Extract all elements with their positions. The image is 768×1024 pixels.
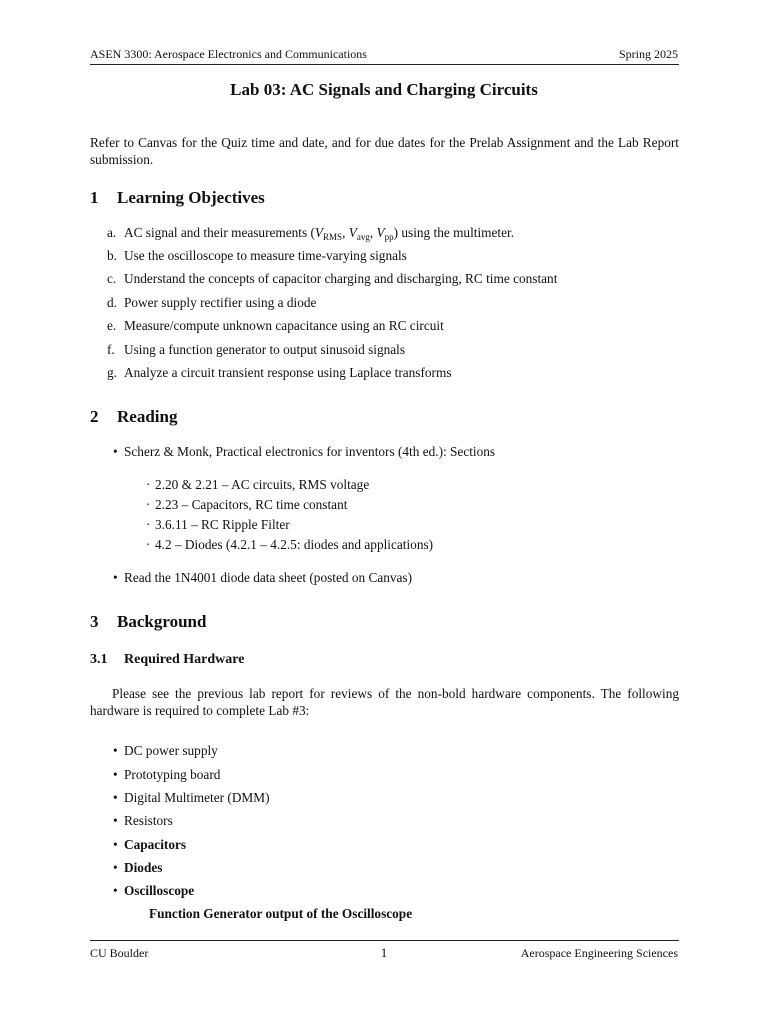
objective-marker: g. — [107, 365, 117, 380]
bullet-icon: • — [113, 767, 118, 782]
bullet-icon: • — [113, 570, 118, 585]
objective-item: Power supply rectifier using a diode — [124, 295, 317, 310]
objective-item — [124, 224, 514, 246]
voltage-subscript: RMS — [323, 232, 343, 242]
objective-marker: e. — [107, 318, 117, 333]
hardware-item-bold: Oscilloscope — [124, 883, 195, 898]
bullet-icon: • — [113, 444, 118, 459]
hardware-item: Digital Multimeter (DMM) — [124, 790, 270, 805]
bullet-icon: • — [113, 860, 118, 875]
objective-item: Use the oscilloscope to measure time-varying signals — [124, 248, 407, 263]
reading-item: Read the 1N4001 diode data sheet (posted on Canvas) — [124, 570, 413, 585]
hardware-item: DC power supply — [124, 743, 218, 758]
header-rule — [90, 64, 679, 65]
header-term: Spring 2025 — [618, 47, 678, 61]
subbullet-icon: · — [146, 537, 151, 552]
page-title: Lab 03: AC Signals and Charging Circuits — [230, 80, 538, 99]
footer-right: Aerospace Engineering Sciences — [520, 946, 678, 960]
bullet-icon: • — [113, 790, 118, 805]
subbullet-icon: · — [146, 517, 151, 532]
header-course: ASEN 3300: Aerospace Electronics and Communications — [90, 47, 367, 61]
voltage-subscript: avg — [356, 232, 370, 242]
hardware-item: Prototyping board — [124, 767, 221, 782]
reading-subitem: 2.23 – Capacitors, RC time constant — [155, 497, 348, 512]
hardware-item-bold: Capacitors — [124, 837, 187, 852]
objective-item: Analyze a circuit transient response using Laplace transforms — [124, 365, 452, 380]
footer-left: CU Boulder — [90, 946, 149, 960]
page-number: 1 — [380, 945, 388, 960]
objective-marker: d. — [107, 295, 117, 310]
bullet-icon: • — [113, 813, 118, 828]
voltage-symbol: V — [348, 225, 357, 240]
objective-marker: a. — [107, 225, 117, 240]
intro-paragraph: Refer to Canvas for the Quiz time and date, and for due dates for the Prelab Assignment and the Lab Report submission. — [90, 135, 679, 167]
subbullet-icon: · — [146, 477, 151, 492]
objective-text-part: ) using the multimeter. — [393, 225, 515, 240]
bullet-icon: • — [113, 883, 118, 898]
section-title-background: Background — [117, 612, 207, 631]
reading-subitem: 4.2 – Diodes (4.2.1 – 4.2.5: diodes and applications) — [155, 537, 434, 552]
section-title-reading: Reading — [117, 407, 178, 426]
reading-item: Scherz & Monk, Practical electronics for inventors (4th ed.): Sections — [124, 444, 496, 459]
hardware-item: Resistors — [124, 813, 173, 828]
footer-rule — [90, 940, 679, 941]
bullet-icon: • — [113, 743, 118, 758]
hardware-paragraph: Please see the previous lab report for reviews of the non-bold hardware components. The following hardware is required to complete Lab #3: — [90, 686, 679, 718]
bullet-icon: • — [113, 837, 118, 852]
reading-subitem: 2.20 & 2.21 – AC circuits, RMS voltage — [155, 477, 370, 492]
section-number-objectives: 1 — [90, 188, 99, 207]
section-title-objectives: Learning Objectives — [117, 188, 265, 207]
voltage-symbol: V — [314, 225, 324, 240]
voltage-subscript: pp — [384, 232, 394, 242]
hardware-item-bold: Diodes — [124, 860, 163, 875]
section-number-reading: 2 — [90, 407, 99, 426]
objective-marker: f. — [107, 342, 115, 357]
reading-subitem: 3.6.11 – RC Ripple Filter — [155, 517, 290, 532]
voltage-symbol: V — [376, 225, 385, 240]
subbullet-icon: · — [146, 497, 151, 512]
subsection-title: Required Hardware — [124, 652, 245, 667]
objective-text-part: AC signal and their measurements ( — [124, 225, 315, 240]
separator: , — [369, 225, 377, 240]
separator: , — [342, 225, 349, 240]
objective-item: Understand the concepts of capacitor charging and discharging, RC time constant — [124, 271, 558, 286]
section-number-background: 3 — [90, 612, 99, 631]
objective-marker: b. — [107, 248, 117, 263]
objective-item: Measure/compute unknown capacitance using an RC circuit — [124, 318, 444, 333]
subsection-number: 3.1 — [90, 652, 108, 667]
objective-item: Using a function generator to output sinusoid signals — [124, 342, 406, 357]
hardware-subitem: Function Generator output of the Oscilloscope — [149, 906, 413, 921]
objective-marker: c. — [107, 271, 117, 286]
